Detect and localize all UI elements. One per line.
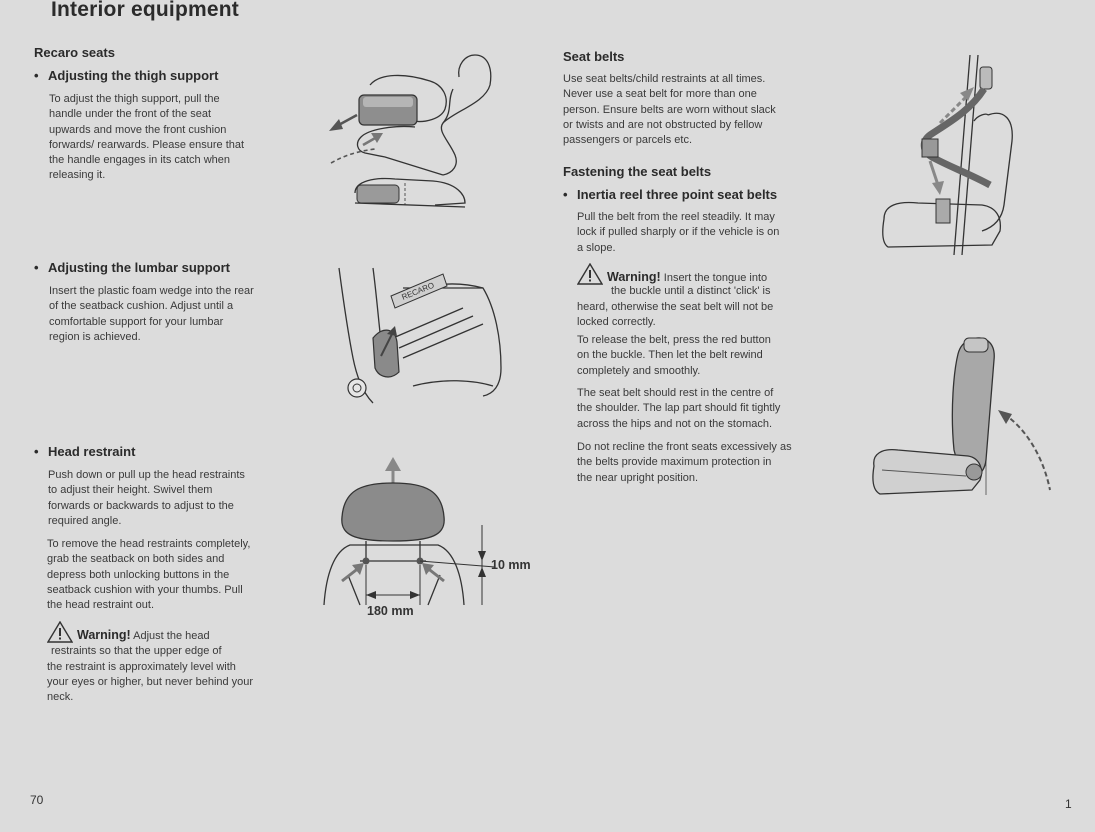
page-number-right: 1: [1065, 797, 1072, 811]
recline-seat-illustration: [868, 330, 1058, 500]
text-lumbar-support: Insert the plastic foam wedge into the rear of the seatback cushion. Adjust until a comfortable support for your lumbar region is achieved.: [49, 285, 254, 343]
heading-inertia-reel: • Inertia reel three point seat belts: [577, 187, 777, 202]
section-heading-recaro-seats: Recaro seats: [34, 45, 115, 60]
svg-text:RECARO: RECARO: [400, 280, 436, 302]
heading-thigh-support: • Adjusting the thigh support: [48, 68, 218, 83]
b-pillar: [954, 55, 978, 255]
text-belt-position: The seat belt should rest in the centre of the shoulder. The lap part should fit tightly across the hips and not on the stomach.: [577, 387, 781, 430]
dimension-height: [420, 525, 531, 605]
warning-head-restraint: Warning! Adjust the head restraints so that the upper edge of the restraint is approximately level with your eyes or higher, but never behind your neck.: [47, 621, 287, 705]
text-thigh-support: To adjust the thigh support, pull the handle under the front of the seat upwards and move the front cushion forwards/ rearwards. Please ensure that the handle engages in its catch when releasing it.: [49, 93, 245, 182]
text-release-belt: To release the belt, press the red button on the buckle. Then let the belt rewind completely and smoothly.: [577, 334, 771, 377]
foam-wedge: [373, 330, 399, 377]
head-restraint-pad: [342, 483, 444, 541]
text-head-restraint-adjust: Push down or pull up the head restraints to adjust their height. Swivel them forwards or backwards to adjust to the required angle.: [48, 469, 245, 527]
thigh-cushion: [359, 95, 417, 125]
text-recline-seats: Do not recline the front seats excessively as the belts provide maximum protection in the near upright position.: [577, 441, 792, 484]
text-seat-belts-intro: Use seat belts/child restraints at all times. Never use a seat belt for more than one person. Ensure belts are worn without slack or twists and are not obstructed by fellow passengers or parcels etc.: [563, 73, 776, 147]
svg-text:180 mm: 180 mm: [367, 604, 414, 618]
text-inertia-reel: Pull the belt from the reel steadily. It may lock if pulled sharply or if the vehicle is on a slope.: [577, 211, 780, 254]
dimension-width: [366, 565, 420, 618]
page-title: Interior equipment: [51, 0, 239, 21]
text-head-restraint-remove: To remove the head restraints completely, grab the seatback on both sides and depress both unlocking buttons in the seatback cushion with your thumbs. Pull the head restraint out.: [47, 538, 251, 612]
heading-head-restraint: • Head restraint: [48, 444, 135, 459]
arrow-recline-icon: [998, 410, 1050, 490]
thigh-support-illustration: [325, 45, 500, 220]
seat-belt-illustration: [878, 55, 1028, 255]
heading-fastening-seat-belts: Fastening the seat belts: [563, 164, 712, 179]
belt-tongue: [922, 139, 938, 157]
recaro-badge: [391, 274, 447, 308]
belt-reel: [980, 67, 992, 89]
page-number-left: 70: [30, 793, 44, 807]
heading-lumbar-support: • Adjusting the lumbar support: [48, 260, 230, 275]
belt-buckle: [936, 199, 950, 223]
seat-outline: [883, 113, 1012, 247]
svg-text:10 mm: 10 mm: [491, 558, 531, 572]
seat-base-detail: [355, 179, 465, 207]
arrow-insert-tongue-icon: [930, 161, 944, 195]
warning-triangle-icon: [47, 621, 73, 643]
head-restraint-illustration: [320, 455, 550, 625]
adjust-knob: [348, 379, 366, 397]
section-heading-seat-belts: Seat belts: [563, 49, 625, 64]
recline-lever: [966, 464, 982, 480]
arrow-press-buttons-icon: [342, 563, 444, 581]
seat-cushion: [873, 450, 982, 494]
warning-triangle-icon: [577, 263, 603, 285]
lumbar-support-illustration: [333, 268, 508, 408]
warning-seat-belt: Warning! Insert the tongue into the buckle until a distinct 'click' is heard, otherwise the seat belt will not be locked correctly.: [577, 263, 827, 330]
